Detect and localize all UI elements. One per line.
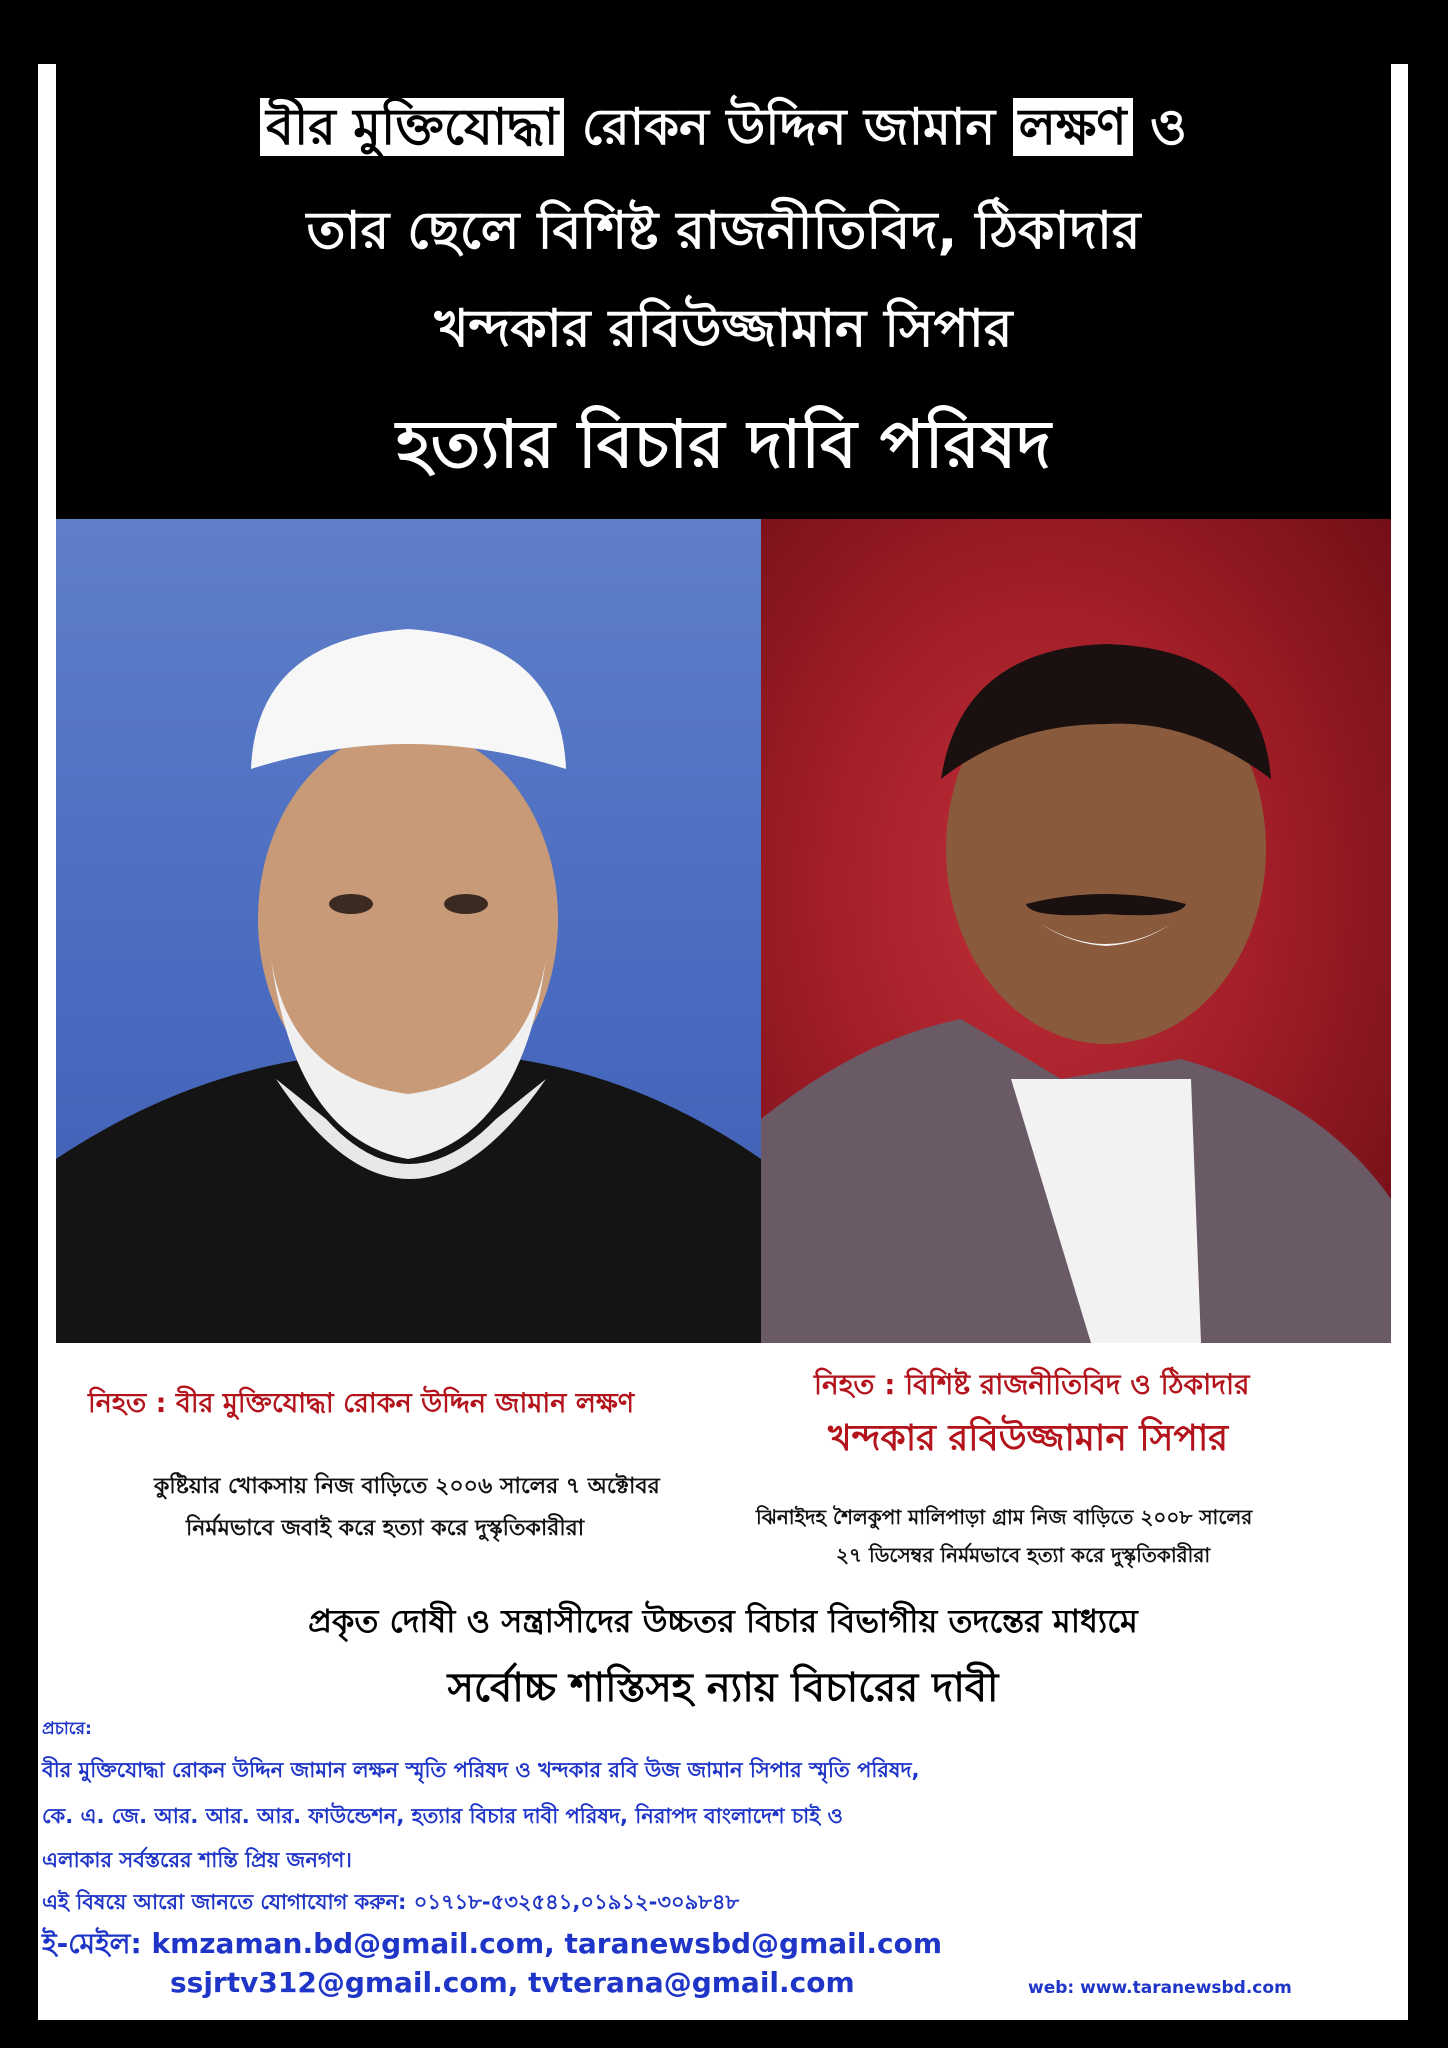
headline-line-4: হত্যার বিচার দাবি পরিষদ [396, 406, 1051, 483]
headline-line-3: খন্দকার রবিউজ্জামান সিপার [434, 299, 1013, 359]
right-caption-line-1: ঝিনাইদহ শৈলকুপা মালিপাড়া গ্রাম নিজ বাড়িতে ২০০৮ সালের [756, 1505, 1253, 1529]
portrait-right-figure [761, 519, 1391, 1343]
demand-line-2: সর্বোচ্চ শাস্তিসহ ন্যায় বিচারের দাবী [447, 1665, 999, 1711]
headline-text-1: রোকন উদ্দিন জামান [564, 98, 1013, 156]
headline-highlight-1: বীর মুক্তিযোদ্ধা [260, 98, 564, 156]
right-caption-title-1: নিহত : বিশিষ্ট রাজনীতিবিদ ও ঠিকাদার [814, 1368, 1250, 1401]
headline-line-2: তার ছেলে বিশিষ্ট রাজনীতিবিদ, ঠিকাদার [306, 201, 1141, 261]
poster [38, 64, 1408, 2020]
contact-phone: এই বিষয়ে আরো জানতে যোগাযোগ করুন: ০১৭১৮-৫৩২৫৪১,০১৯১২-৩০৯৮৪৮ [42, 1890, 740, 1914]
campaign-label: প্রচারে: [42, 1719, 92, 1739]
headline-line-1 [56, 90, 1391, 173]
left-caption-line-2: নির্মমভাবে জবাই করে হত্যা করে দুস্কৃতিকারীরা [186, 1516, 585, 1541]
title-banner [56, 64, 1391, 519]
caption-band [56, 1343, 1391, 1578]
website: web: www.taranewsbd.com [1028, 1978, 1292, 1998]
portraits [56, 519, 1391, 1343]
right-caption-title-2: খন্দকার রবিউজ্জামান সিপার [828, 1418, 1229, 1459]
portrait-right-photo [761, 519, 1391, 1343]
campaign-line-1: বীর মুক্তিযোদ্ধা রোকন উদ্দিন জামান লক্ষন স্মৃতি পরিষদ ও খন্দকার রবি উজ জামান সিপার স্মৃতি পরিষদ, [42, 1758, 920, 1782]
demand-line-1: প্রকৃত দোষী ও সন্ত্রাসীদের উচ্চতর বিচার বিভাগীয় তদন্তের মাধ্যমে [308, 1602, 1138, 1640]
left-caption-title: নিহত : বীর মুক্তিযোদ্ধা রোকন উদ্দিন জামান লক্ষণ [88, 1388, 635, 1419]
left-caption-line-1: কুষ্টিয়ার খোকসায় নিজ বাড়িতে ২০০৬ সালের ৭ অক্টোবর [154, 1474, 660, 1499]
headline-text-2: ও [1132, 98, 1187, 156]
portrait-left-photo [56, 519, 761, 1343]
campaign-line-3: এলাকার সর্বস্তরের শান্তি প্রিয় জনগণ। [42, 1848, 352, 1872]
email-line-1: ই-মেইল: kmzaman.bd@gmail.com, taranewsbd@gmail.com [42, 1927, 943, 1960]
email-line-2: ssjrtv312@gmail.com, tvterana@gmail.com [170, 1966, 855, 1999]
right-caption-line-2: ২৭ ডিসেম্বর নির্মমভাবে হত্যা করে দুস্কৃতিকারীরা [836, 1543, 1211, 1567]
headline-highlight-2: লক্ষণ [1013, 98, 1133, 156]
campaign-line-2: কে. এ. জে. আর. আর. আর. ফাউন্ডেশন, হত্যার বিচার দাবী পরিষদ, নিরাপদ বাংলাদেশ চাই ও [42, 1804, 843, 1828]
portrait-left-figure [56, 519, 761, 1343]
